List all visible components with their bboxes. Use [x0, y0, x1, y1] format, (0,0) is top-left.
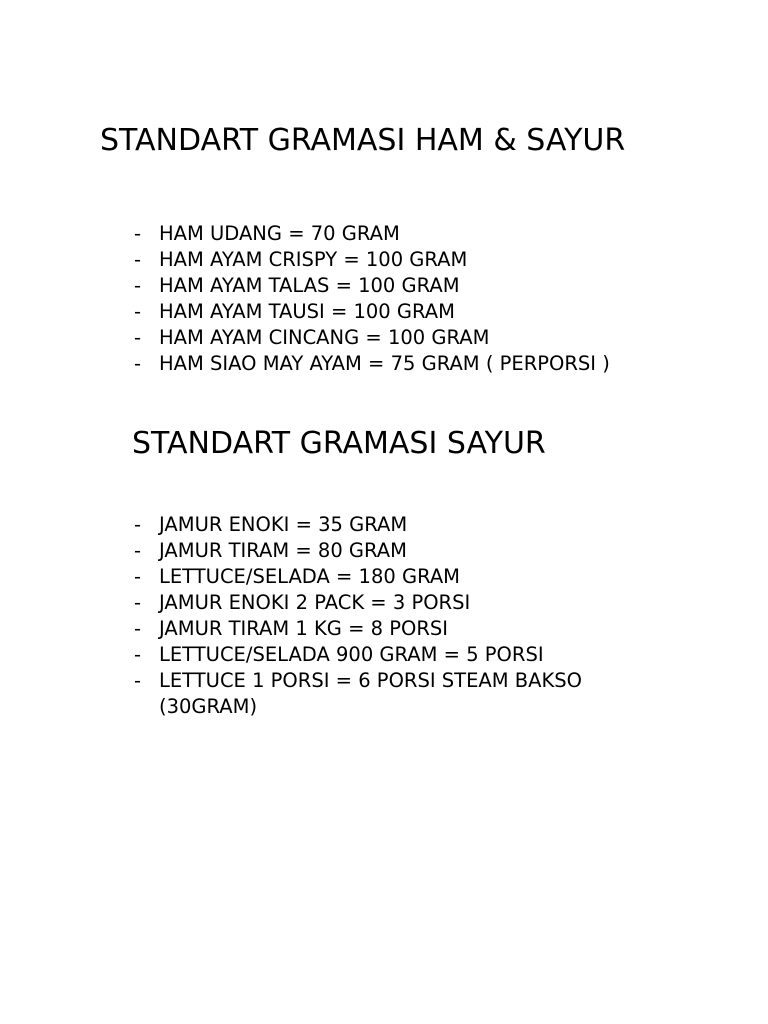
list-item: [134, 512, 654, 538]
list-item: [134, 668, 654, 720]
list-item-text: JAMUR ENOKI = 35 GRAM: [159, 513, 408, 536]
list-item-text: HAM SIAO MAY AYAM = 75 GRAM ( PERPORSI ): [159, 352, 610, 375]
list-item-text: HAM UDANG = 70 GRAM: [159, 222, 400, 245]
list-item: [134, 642, 654, 668]
list-item: [134, 221, 654, 247]
list-item: [134, 273, 654, 299]
bullet-dash: -: [134, 591, 142, 614]
bullet-dash: -: [134, 326, 142, 349]
list-item-text: HAM AYAM TALAS = 100 GRAM: [159, 274, 460, 297]
ham-gramasi-list: [134, 221, 654, 377]
bullet-dash: -: [134, 274, 142, 297]
list-item-text: LETTUCE/SELADA 900 GRAM = 5 PORSI: [159, 643, 544, 666]
bullet-dash: -: [134, 669, 142, 692]
bullet-dash: -: [134, 248, 142, 271]
list-item: [134, 247, 654, 273]
bullet-dash: -: [134, 222, 142, 245]
list-item: [134, 616, 654, 642]
list-item: [134, 325, 654, 351]
list-item-text: LETTUCE 1 PORSI = 6 PORSI STEAM BAKSO (30GRAM): [159, 669, 582, 718]
list-item-text: JAMUR ENOKI 2 PACK = 3 PORSI: [159, 591, 471, 614]
bullet-dash: -: [134, 300, 142, 323]
section-title-ham-sayur: STANDART GRAMASI HAM & SAYUR: [100, 123, 626, 158]
list-item: [134, 351, 654, 377]
sayur-gramasi-list: [134, 512, 654, 720]
section-title-sayur: STANDART GRAMASI SAYUR: [132, 426, 546, 461]
list-item: [134, 564, 654, 590]
bullet-dash: -: [134, 539, 142, 562]
list-item-text: JAMUR TIRAM 1 KG = 8 PORSI: [159, 617, 449, 640]
list-item-text: JAMUR TIRAM = 80 GRAM: [159, 539, 407, 562]
bullet-dash: -: [134, 352, 142, 375]
list-item-text: HAM AYAM CINCANG = 100 GRAM: [159, 326, 490, 349]
list-item: [134, 590, 654, 616]
bullet-dash: -: [134, 513, 142, 536]
list-item-text: HAM AYAM CRISPY = 100 GRAM: [159, 248, 468, 271]
list-item-text: LETTUCE/SELADA = 180 GRAM: [159, 565, 460, 588]
list-item: [134, 299, 654, 325]
list-item: [134, 538, 654, 564]
list-item-text: HAM AYAM TAUSI = 100 GRAM: [159, 300, 455, 323]
bullet-dash: -: [134, 643, 142, 666]
bullet-dash: -: [134, 617, 142, 640]
bullet-dash: -: [134, 565, 142, 588]
